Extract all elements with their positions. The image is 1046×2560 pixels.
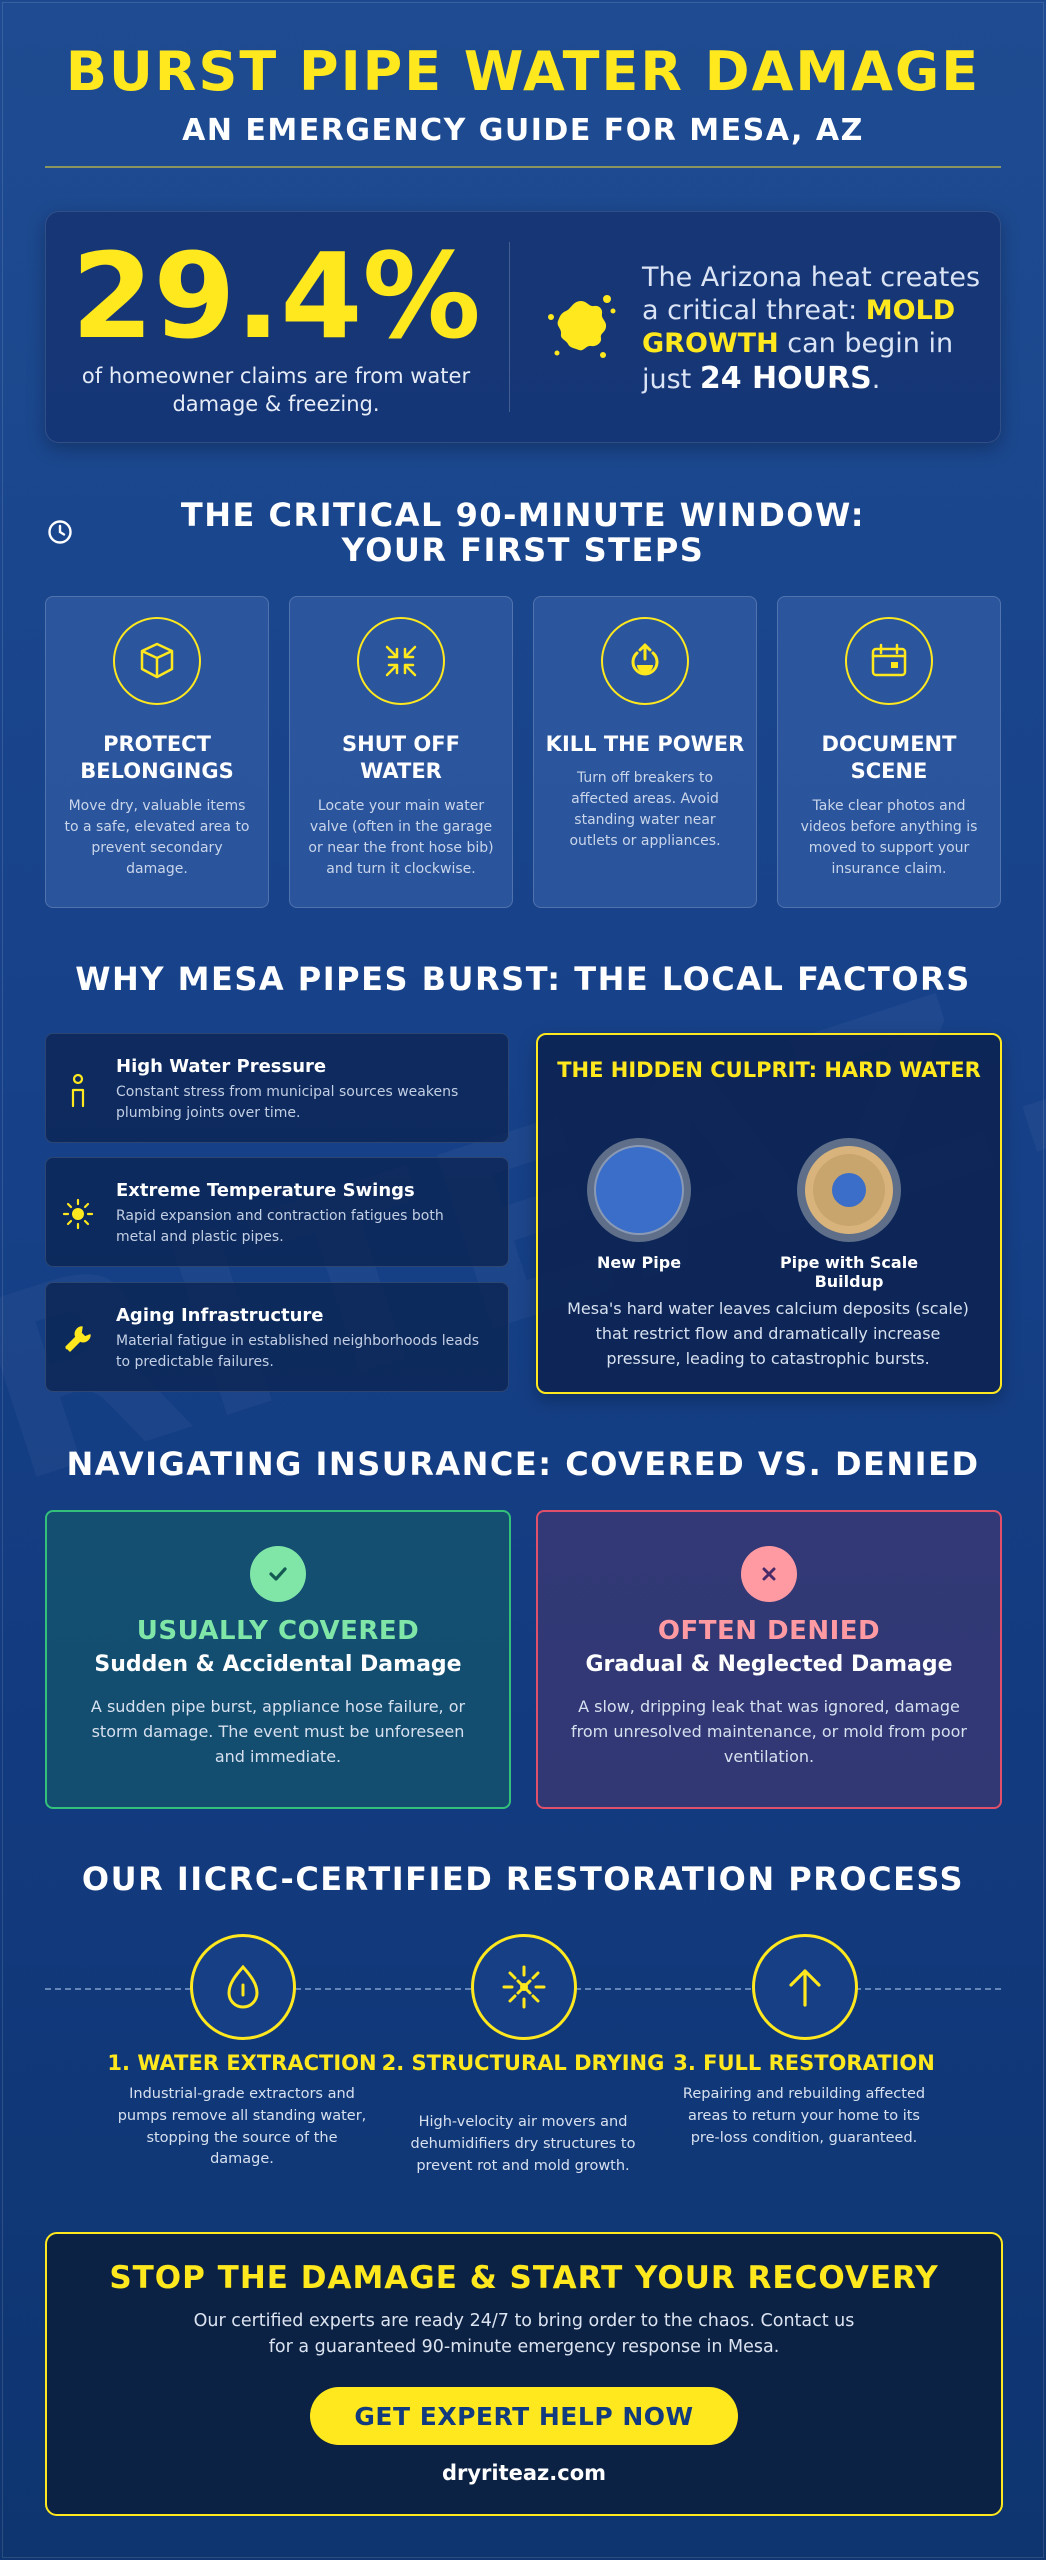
step-desc: Turn off breakers to affected areas. Avoid standing water near outlets or appliances. <box>569 770 721 850</box>
step-desc: Locate your main water valve (often in the garage or near the front hose bib) and turn it clockwise. <box>308 797 494 877</box>
stat-caption: of homeowner claims are from water damage & freezing. <box>81 363 471 417</box>
factor-temperature-swings <box>45 1157 509 1267</box>
process-step-3-circle <box>752 1934 858 2040</box>
denied-heading: OFTEN DENIED <box>657 1616 881 1646</box>
mold-warning-end: . <box>871 363 881 395</box>
fan-icon <box>496 1959 552 2015</box>
step-title: DOCUMENT SCENE <box>821 732 957 784</box>
factor-title: High Water Pressure <box>116 1056 327 1077</box>
covered-heading: USUALLY COVERED <box>136 1616 420 1646</box>
hours-highlight: 24 HOURS <box>699 360 872 396</box>
stat-box <box>45 211 1001 443</box>
process-section-title: OUR IICRC-CERTIFIED RESTORATION PROCESS <box>81 1860 965 1898</box>
factor-water-pressure <box>45 1033 509 1143</box>
factor-title: Extreme Temperature Swings <box>116 1180 415 1201</box>
stat-number: 29.4% <box>71 227 481 365</box>
cta-panel <box>45 2232 1003 2516</box>
factor-title: Aging Infrastructure <box>116 1305 324 1326</box>
step-desc: Move dry, valuable items to a safe, elevated area to prevent secondary damage. <box>64 797 250 877</box>
factor-desc: Rapid expansion and contraction fatigues both metal and plastic pipes. <box>116 1208 444 1245</box>
get-expert-help-button[interactable]: GET EXPERT HELP NOW <box>310 2387 738 2445</box>
process-step-3-desc: Repairing and rebuilding affected areas to return your home to its pre-loss condition, guaranteed. <box>682 2086 926 2146</box>
factor-desc: Material fatigue in established neighborhoods leads to predictable failures. <box>116 1333 480 1370</box>
page-subtitle: AN EMERGENCY GUIDE FOR MESA, AZ <box>182 113 864 148</box>
process-step-2-circle <box>471 1934 577 2040</box>
factor-aging-infrastructure <box>45 1282 509 1392</box>
website-link[interactable]: dryriteaz.com <box>441 2460 607 2485</box>
sun-icon <box>62 1194 94 1234</box>
box-icon <box>135 639 179 683</box>
denied-card <box>536 1510 1002 1809</box>
process-step-2-desc: High-velocity air movers and dehumidifiers dry structures to prevent rot and mold growth. <box>410 2114 636 2174</box>
step-icon-circle <box>601 617 689 705</box>
step-desc: Take clear photos and videos before anything is moved to support your insurance claim. <box>800 797 978 877</box>
step-card-kill-power <box>533 596 757 908</box>
covered-badge <box>250 1546 306 1602</box>
process-step-1-desc: Industrial-grade extractors and pumps remove all standing water, stopping the source of the damage. <box>117 2086 367 2168</box>
water-drop-icon <box>215 1959 271 2015</box>
wrench-icon <box>62 1319 94 1359</box>
cta-title: STOP THE DAMAGE & START YOUR RECOVERY <box>109 2260 939 2296</box>
pressure-gauge-icon <box>62 1070 94 1110</box>
mold-warning-pre: The Arizona heat creates a critical threat: <box>642 262 981 326</box>
step-card-protect <box>45 596 269 908</box>
window-section-title: THE CRITICAL 90-MINUTE WINDOW: YOUR FIRST STEPS <box>180 496 866 570</box>
process-step-1-circle <box>190 1934 296 2040</box>
denied-badge <box>741 1546 797 1602</box>
step-icon-circle <box>113 617 201 705</box>
step-title: SHUT OFF WATER <box>342 732 460 784</box>
insurance-section-title: NAVIGATING INSURANCE: COVERED VS. DENIED <box>66 1445 980 1483</box>
step-title: PROTECT BELONGINGS <box>80 732 234 784</box>
valve-arrows-icon <box>379 639 423 683</box>
process-step-2-title: 2. STRUCTURAL DRYING <box>381 2051 665 2075</box>
header-divider <box>45 166 1001 168</box>
check-icon <box>265 1561 291 1587</box>
page-title: BURST PIPE WATER DAMAGE <box>65 40 981 103</box>
hard-water-title: THE HIDDEN CULPRIT: HARD WATER <box>557 1058 981 1082</box>
hard-water-desc: Mesa's hard water leaves calcium deposits (scale) that restrict flow and dramatically increase pressure, leading to catastrophic bursts. <box>567 1299 969 1368</box>
calendar-icon <box>867 639 911 683</box>
hard-water-panel <box>536 1033 1002 1394</box>
stat-left <box>46 227 506 418</box>
step-icon-circle <box>845 617 933 705</box>
new-pipe-icon <box>584 1135 694 1245</box>
x-icon <box>756 1561 782 1587</box>
mold-growth-highlight: MOLD GROWTH <box>642 294 956 359</box>
step-card-document <box>777 596 1001 908</box>
process-step-1-title: 1. WATER EXTRACTION <box>107 2051 377 2075</box>
scaled-pipe-icon <box>794 1135 904 1245</box>
mold-warning-mid: can begin in just <box>642 327 954 395</box>
factors-section-title: WHY MESA PIPES BURST: THE LOCAL FACTORS <box>75 960 971 998</box>
stat-separator <box>509 242 510 412</box>
mold-splat-icon <box>541 287 621 367</box>
process-step-3-title: 3. FULL RESTORATION <box>673 2051 935 2075</box>
step-icon-circle <box>357 617 445 705</box>
covered-card <box>45 1510 511 1809</box>
step-title: KILL THE POWER <box>545 732 745 756</box>
mold-warning-text <box>642 262 982 397</box>
scaled-pipe-label: Pipe with Scale Buildup <box>779 1253 919 1291</box>
denied-desc: A slow, dripping leak that was ignored, damage from unresolved maintenance, or mold from poor ventilation. <box>571 1697 967 1766</box>
arrow-up-icon <box>777 1959 833 2015</box>
factor-desc: Constant stress from municipal sources weakens plumbing joints over time. <box>116 1084 459 1121</box>
power-icon <box>623 639 667 683</box>
page-header <box>0 40 1046 148</box>
denied-subheading: Gradual & Neglected Damage <box>585 1652 953 1677</box>
covered-desc: A sudden pipe burst, appliance hose failure, or storm damage. The event must be unforeseen and immediate. <box>90 1697 466 1766</box>
cta-desc: Our certified experts are ready 24/7 to bring order to the chaos. Contact us for a guaranteed 90-minute emergency response in Mesa. <box>193 2311 855 2358</box>
step-card-shut-off <box>289 596 513 908</box>
new-pipe-label: New Pipe <box>596 1253 682 1272</box>
covered-subheading: Sudden & Accidental Damage <box>94 1652 462 1677</box>
